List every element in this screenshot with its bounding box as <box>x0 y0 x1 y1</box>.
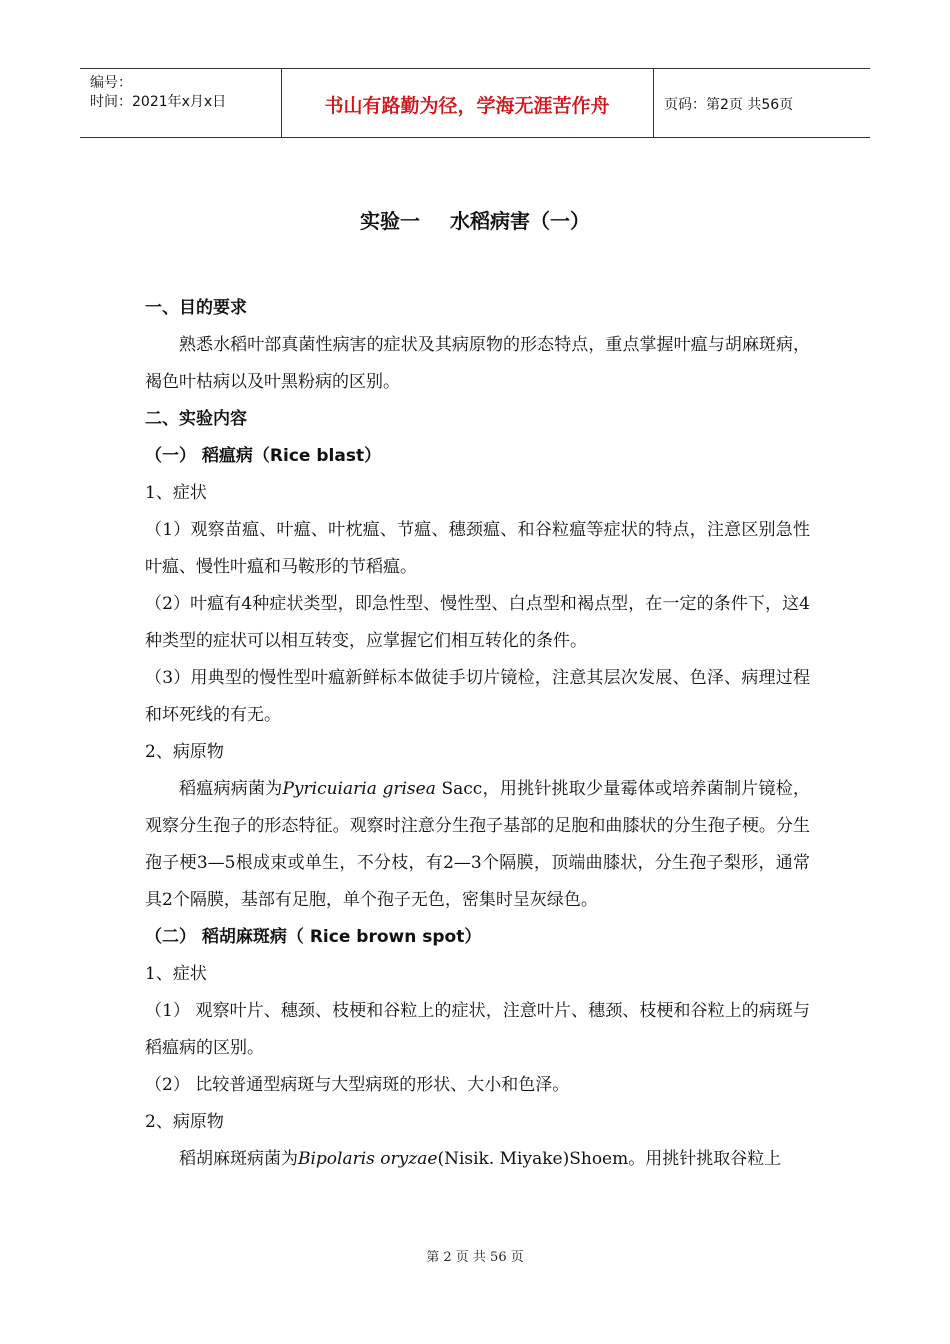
header-page-number: 页码：第2页 共56页 <box>664 97 794 113</box>
heading-brown-pathogen: 2、病原物 <box>145 1112 224 1132</box>
title-part-2: 水稻病害（一） <box>450 209 590 233</box>
paragraph-purpose: 熟悉水稻叶部真菌性病害的症状及其病原物的形态特点，重点掌握叶瘟与胡麻斑病，褐色叶枯病以及叶黑粉病的区别。 <box>145 335 810 392</box>
paragraph-brown-pathogen <box>145 1141 810 1178</box>
document-number: 编号： <box>90 75 132 91</box>
paragraph-brown-symptom-1: （1） 观察叶片、穗颈、枝梗和谷粒上的症状，注意叶片、穗颈、枝梗和谷粒上的病斑与稻瘟病的区别。 <box>145 1001 810 1058</box>
section-heading-purpose: 一、目的要求 <box>145 298 247 318</box>
header-table <box>80 68 870 138</box>
subsection-heading-rice-blast: （一） 稻瘟病（Rice blast） <box>145 446 382 466</box>
page-title <box>0 205 950 234</box>
heading-blast-symptoms: 1、症状 <box>145 483 207 503</box>
subsection-heading-brown-spot: （二） 稻胡麻斑病（ Rice brown spot） <box>145 927 482 947</box>
paragraph-blast-pathogen <box>145 771 810 919</box>
heading-blast-pathogen: 2、病原物 <box>145 742 224 762</box>
blast-pathogen-species: Pyricuiaria grisea <box>282 779 436 799</box>
paragraph-blast-symptom-3: （3）用典型的慢性型叶瘟新鲜标本做徒手切片镜检，注意其层次发展、色泽、病理过程和坏死线的有无。 <box>145 668 810 725</box>
paragraph-blast-symptom-2: （2）叶瘟有4种症状类型，即急性型、慢性型、白点型和褐点型，在一定的条件下，这4种类型的症状可以相互转变，应掌握它们相互转化的条件。 <box>145 594 810 651</box>
header-motto-cell <box>281 69 654 137</box>
section-heading-content: 二、实验内容 <box>145 409 247 429</box>
heading-brown-symptoms: 1、症状 <box>145 964 207 984</box>
header-info-cell <box>80 69 282 137</box>
brown-pathogen-intro: 稻胡麻斑病菌为 <box>179 1149 298 1169</box>
document-date: 时间：2021年x月x日 <box>90 94 227 110</box>
brown-pathogen-species: Bipolaris oryzae <box>298 1149 438 1169</box>
page-footer: 第 2 页 共 56 页 <box>426 1250 524 1265</box>
motto: 书山有路勤为径，学海无涯苦作舟 <box>324 95 610 117</box>
blast-pathogen-intro: 稻瘟病病菌为 <box>179 779 283 799</box>
header-page-cell <box>654 69 870 137</box>
blast-pathogen-description: Sacc，用挑针挑取少量霉体或培养菌制片镜检，观察分生孢子的形态特征。观察时注意分生孢子基部的足胞和曲膝状的分生孢子梗。分生孢子梗3—5根成束或单生，不分枝，有2—3个隔膜，顶端曲膝状，分生孢子梨形，通常具2个隔膜，基部有足胞，单个孢子无色，密集时呈灰绿色。 <box>145 779 811 910</box>
paragraph-brown-symptom-2: （2） 比较普通型病斑与大型病斑的形状、大小和色泽。 <box>145 1075 570 1095</box>
paragraph-blast-symptom-1: （1）观察苗瘟、叶瘟、叶枕瘟、节瘟、穗颈瘟、和谷粒瘟等症状的特点，注意区别急性叶瘟、慢性叶瘟和马鞍形的节稻瘟。 <box>145 520 810 577</box>
document-body <box>145 290 810 1178</box>
title-part-1: 实验一 <box>360 209 420 233</box>
brown-pathogen-description: (Nisik. Miyake)Shoem。用挑针挑取谷粒上 <box>437 1149 782 1169</box>
